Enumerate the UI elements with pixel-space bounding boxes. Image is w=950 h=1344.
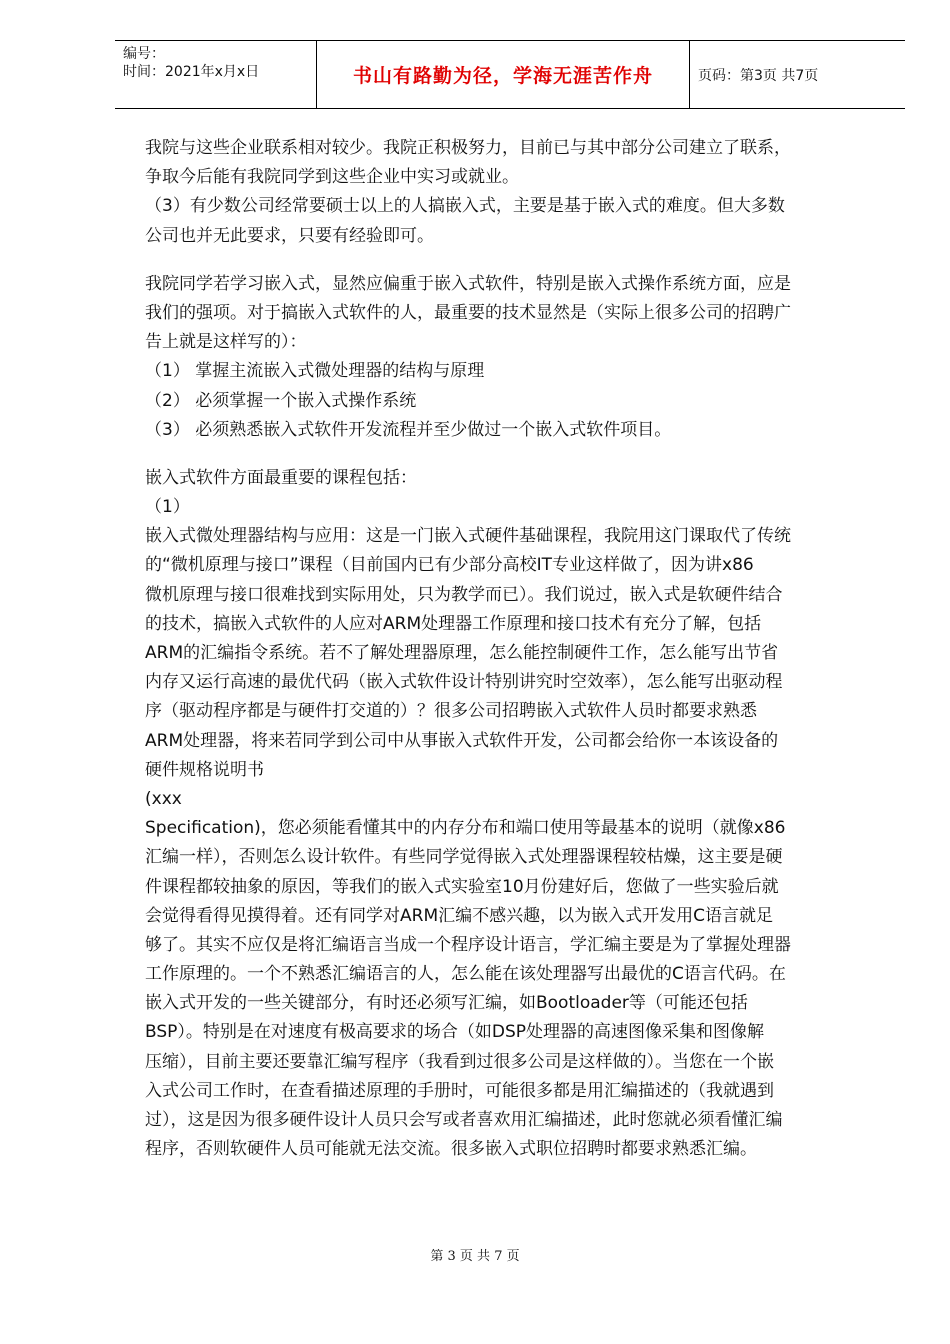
text-line: 程序，否则软硬件人员可能就无法交流。很多嵌入式职位招聘时都要求熟悉汇编。: [145, 1139, 757, 1160]
header-page-label: 页码：第3页 共7页: [698, 67, 819, 84]
paragraph: [145, 134, 885, 251]
text-line: 压缩），目前主要还要靠汇编写程序（我看到过很多公司是这样做的）。当您在一个嵌: [145, 1051, 774, 1072]
header-meta-cell: [115, 41, 315, 108]
text-line: 够了。其实不应仅是将汇编语言当成一个程序设计语言，学汇编主要是为了掌握处理器: [145, 934, 791, 955]
text-line: （1） 掌握主流嵌入式微处理器的结构与原理: [145, 361, 485, 382]
header-page-cell: [690, 41, 905, 108]
text-line: 我院与这些企业联系相对较少。我院正积极努力，目前已与其中部分公司建立了联系，: [145, 138, 791, 158]
text-line: （2） 必须掌握一个嵌入式操作系统: [145, 390, 417, 411]
document-time-label: 时间：2021年x月x日: [123, 64, 260, 80]
text-line: 我院同学若学习嵌入式，显然应偏重于嵌入式软件，特别是嵌入式操作系统方面，应是: [145, 273, 791, 294]
paragraph: [145, 464, 885, 1165]
text-line: 入式公司工作时，在查看描述原理的手册时，可能很多都是用汇编描述的（我就遇到: [145, 1080, 774, 1101]
text-line: 会觉得看得见摸得着。还有同学对ARM汇编不感兴趣，以为嵌入式开发用C语言就足: [145, 905, 773, 926]
text-line: BSP）。特别是在对速度有极高要求的场合（如DSP处理器的高速图像采集和图像解: [145, 1022, 765, 1043]
document-header: [115, 40, 905, 109]
text-line: ARM的汇编指令系统。若不了解处理器原理，怎么能控制硬件工作，怎么能写出节省: [145, 643, 779, 663]
header-motto: 书山有路勤为径，学海无涯苦作舟: [352, 65, 653, 87]
text-line: 告上就是这样写的）：: [145, 332, 307, 353]
text-line: (xxx: [145, 788, 182, 809]
document-code-label: 编号：: [123, 46, 165, 62]
text-line: （1）: [145, 497, 190, 518]
text-line: 工作原理的。一个不熟悉汇编语言的人，怎么能在该处理器写出最优的C语言代码。在: [145, 964, 786, 985]
text-line: 汇编一样），否则怎么设计软件。有些同学觉得嵌入式处理器课程较枯燥，这主要是硬: [145, 847, 783, 868]
document-body: [145, 134, 885, 1164]
text-line: 过），这是因为很多硬件设计人员只会写或者喜欢用汇编描述，此时您就必须看懂汇编: [145, 1110, 783, 1130]
text-line: 序（驱动程序都是与硬件打交道的）？很多公司招聘嵌入式软件人员时都要求熟悉: [145, 701, 757, 722]
text-line: 嵌入式开发的一些关键部分，有时还必须写汇编，如Bootloader等（可能还包括: [145, 993, 748, 1014]
page-footer: 第 3 页 共 7 页: [430, 1249, 520, 1264]
text-line: 硬件规格说明书: [145, 759, 264, 780]
header-motto-cell: [316, 41, 690, 108]
text-line: 嵌入式微处理器结构与应用：这是一门嵌入式硬件基础课程，我院用这门课取代了传统: [145, 526, 791, 547]
paragraph-gap: [145, 445, 885, 464]
text-line: 的“微机原理与接口”课程（目前国内已有少部分高校IT专业这样做了，因为讲x86: [145, 555, 754, 576]
text-line: 内存又运行高速的最优代码（嵌入式软件设计特别讲究时空效率），怎么能写出驱动程: [145, 672, 783, 693]
text-line: ARM处理器，将来若同学到公司中从事嵌入式软件开发，公司都会给你一本该设备的: [145, 730, 779, 751]
text-line: 嵌入式软件方面最重要的课程包括：: [145, 467, 417, 488]
text-line: 公司也并无此要求，只要有经验即可。: [145, 225, 434, 246]
paragraph-gap: [145, 251, 885, 270]
text-line: 微机原理与接口很难找到实际用处，只为教学而已）。我们说过，嵌入式是软硬件结合: [145, 584, 783, 605]
text-line: 我们的强项。对于搞嵌入式软件的人，最重要的技术显然是（实际上很多公司的招聘广: [145, 302, 791, 323]
text-line: Specification)，您必须能看懂其中的内存分布和端口使用等最基本的说明（就像x86: [145, 818, 786, 839]
text-line: 争取今后能有我院同学到这些企业中实习或就业。: [145, 167, 519, 188]
text-line: （3） 必须熟悉嵌入式软件开发流程并至少做过一个嵌入式软件项目。: [145, 419, 672, 440]
text-line: 的技术，搞嵌入式软件的人应对ARM处理器工作原理和接口技术有充分了解，包括: [145, 613, 762, 634]
text-line: （3）有少数公司经常要硕士以上的人搞嵌入式，主要是基于嵌入式的难度。但大多数: [145, 196, 785, 217]
paragraph: [145, 270, 885, 445]
text-line: 件课程都较抽象的原因，等我们的嵌入式实验室10月份建好后，您做了一些实验后就: [145, 876, 779, 897]
